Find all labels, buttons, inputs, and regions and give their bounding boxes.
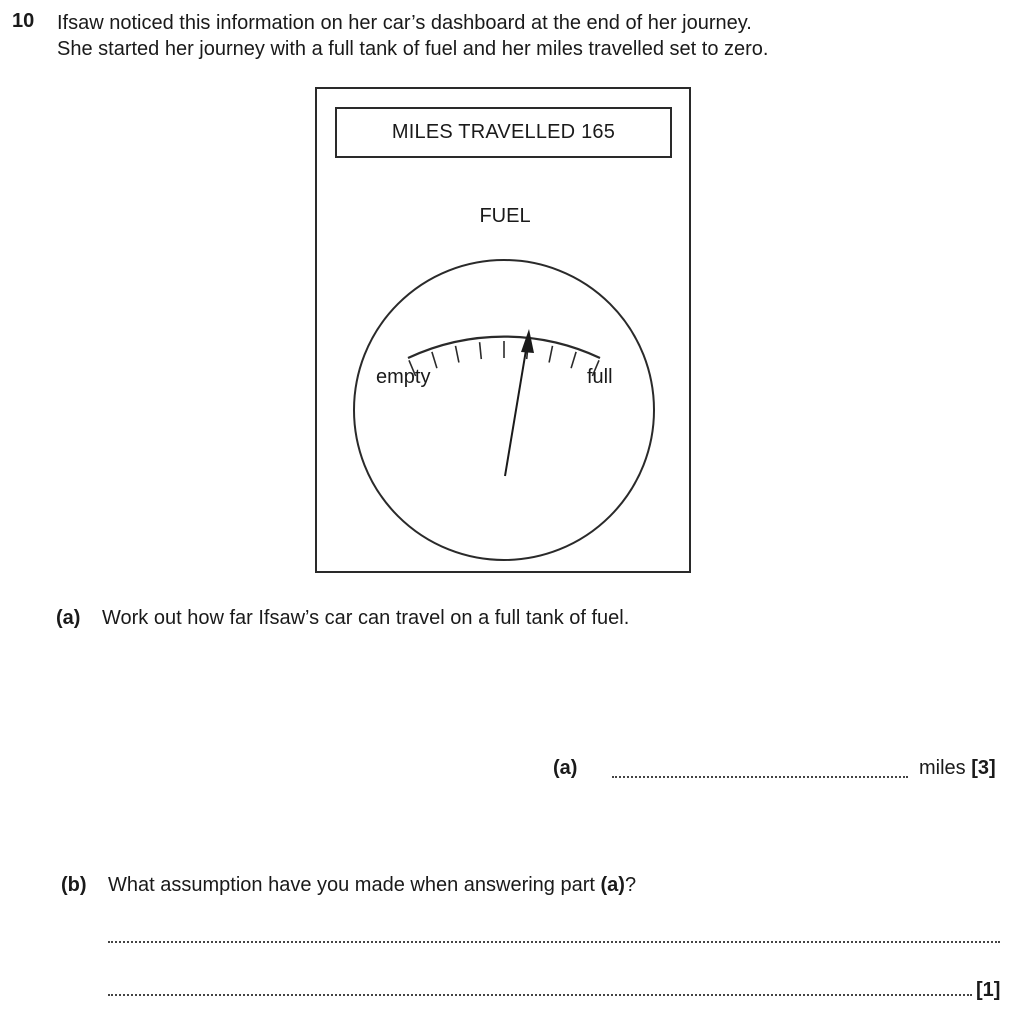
part-a-unit-marks [919, 757, 996, 780]
part-b-question [108, 874, 636, 897]
miles-travelled-display [335, 107, 672, 158]
part-b-answer-line-1[interactable] [108, 941, 1000, 943]
question-number: 10 [12, 10, 35, 32]
part-a-marks: [3] [971, 757, 996, 779]
miles-travelled-label: MILES TRAVELLED [391, 121, 576, 143]
gauge-tick [480, 342, 482, 359]
gauge-tick [549, 346, 552, 363]
gauge-full-label: full [587, 366, 613, 388]
part-a-unit: miles [919, 757, 966, 779]
question-intro-line-1: Ifsaw noticed this information on her car’s dashboard at the end of her journey. [57, 12, 752, 34]
part-a-label: (a) [56, 607, 81, 629]
part-a-question: Work out how far Ifsaw’s car can travel on a full tank of fuel. [102, 607, 630, 629]
part-b-text-end: ? [624, 874, 637, 896]
part-a-answer-label: (a) [553, 757, 578, 779]
gauge-dial-circle [354, 260, 654, 560]
gauge-tick [456, 346, 459, 363]
gauge-needle-arrowhead [521, 329, 534, 353]
part-b-answer-line-2[interactable] [108, 994, 972, 996]
fuel-gauge [340, 250, 670, 565]
part-b-reference: (a) [600, 874, 625, 896]
gauge-empty-label: empty [376, 366, 431, 388]
question-intro-line-2: She started her journey with a full tank of fuel and her miles travelled set to zero. [57, 38, 769, 60]
part-b-text: What assumption have you made when answering part [108, 874, 601, 896]
part-a-answer-line[interactable] [612, 776, 908, 778]
miles-travelled-value: 165 [581, 121, 616, 143]
fuel-label: FUEL [479, 205, 531, 227]
part-b-label: (b) [61, 874, 87, 896]
gauge-tick [432, 352, 437, 368]
gauge-needle [505, 344, 527, 476]
gauge-tick [571, 352, 576, 368]
part-b-marks: [1] [976, 979, 1001, 1001]
